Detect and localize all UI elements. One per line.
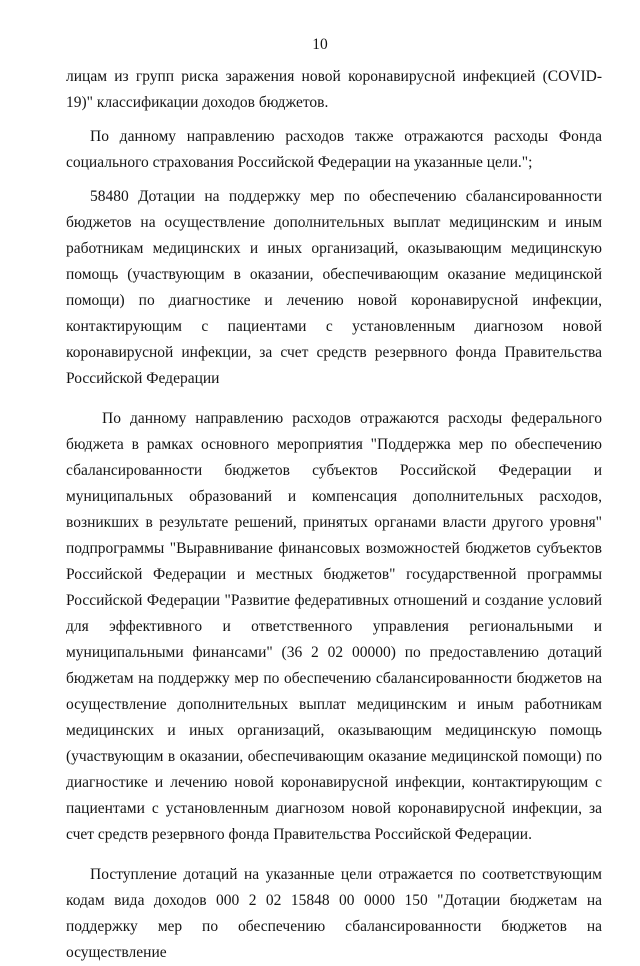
paragraph-federal-budget-expenses: По данному направлению расходов отражаются расходы федерального бюджета в рамках основного мероприятия "Поддержка мер по обеспечению сбалансированности бюджетов субъектов Российской Федерации и муниципальных образований и компенсация дополнительных расходов, возникших в результате решений, принятых органами власти другого уровня" подпрограммы "Выравнивание финансовых возможностей бюджетов субъектов Российской Федерации и местных бюджетов" государственной программы Российской Федерации "Развитие федеративных отношений и создание условий для эффективного и ответственного управления региональными и муниципальными финансами" (36 2 02 00000) по предоставлению дотаций бюджетам на поддержку мер по обеспечению сбалансированности бюджетов на осуществление дополнительных выплат медицинским и иным работникам медицинских и иных организаций, оказывающим медицинскую помощь (участвующим в оказании, обеспечивающим оказание медицинской помощи) по диагностике и лечению новой коронавирусной инфекции, контактирующим с пациентами с установленным диагнозом новой коронавирусной инфекции, за счет средств резервного фонда Правительства Российской Федерации. — [66, 410, 602, 843]
document-body — [66, 64, 602, 966]
paragraph-revenue-codes: Поступление дотаций на указанные цели отражается по соответствующим кодам вида доходов 000 2 02 15848 00 0000 150 "Дотации бюджетам на поддержку мер по обеспечению сбалансированности бюджетов на осуществление — [66, 866, 602, 961]
paragraph-continuation: лицам из групп риска заражения новой коронавирусной инфекцией (COVID-19)" классификации доходов бюджетов. — [66, 68, 602, 111]
page-number: 10 — [312, 36, 328, 53]
paragraph-fss-expenses: По данному направлению расходов также отражаются расходы Фонда социального страхования Российской Федерации на указанные цели."; — [66, 128, 602, 171]
paragraph-code-58480: 58480 Дотации на поддержку мер по обеспечению сбалансированности бюджетов на осуществление дополнительных выплат медицинским и иным работникам медицинских и иных организаций, оказывающим медицинскую помощь (участвующим в оказании, обеспечивающим оказание медицинской помощи) по диагностике и лечению новой коронавирусной инфекции, контактирующим с пациентами с установленным диагнозом новой коронавирусной инфекции, за счет средств резервного фонда Правительства Российской Федерации — [66, 188, 602, 387]
